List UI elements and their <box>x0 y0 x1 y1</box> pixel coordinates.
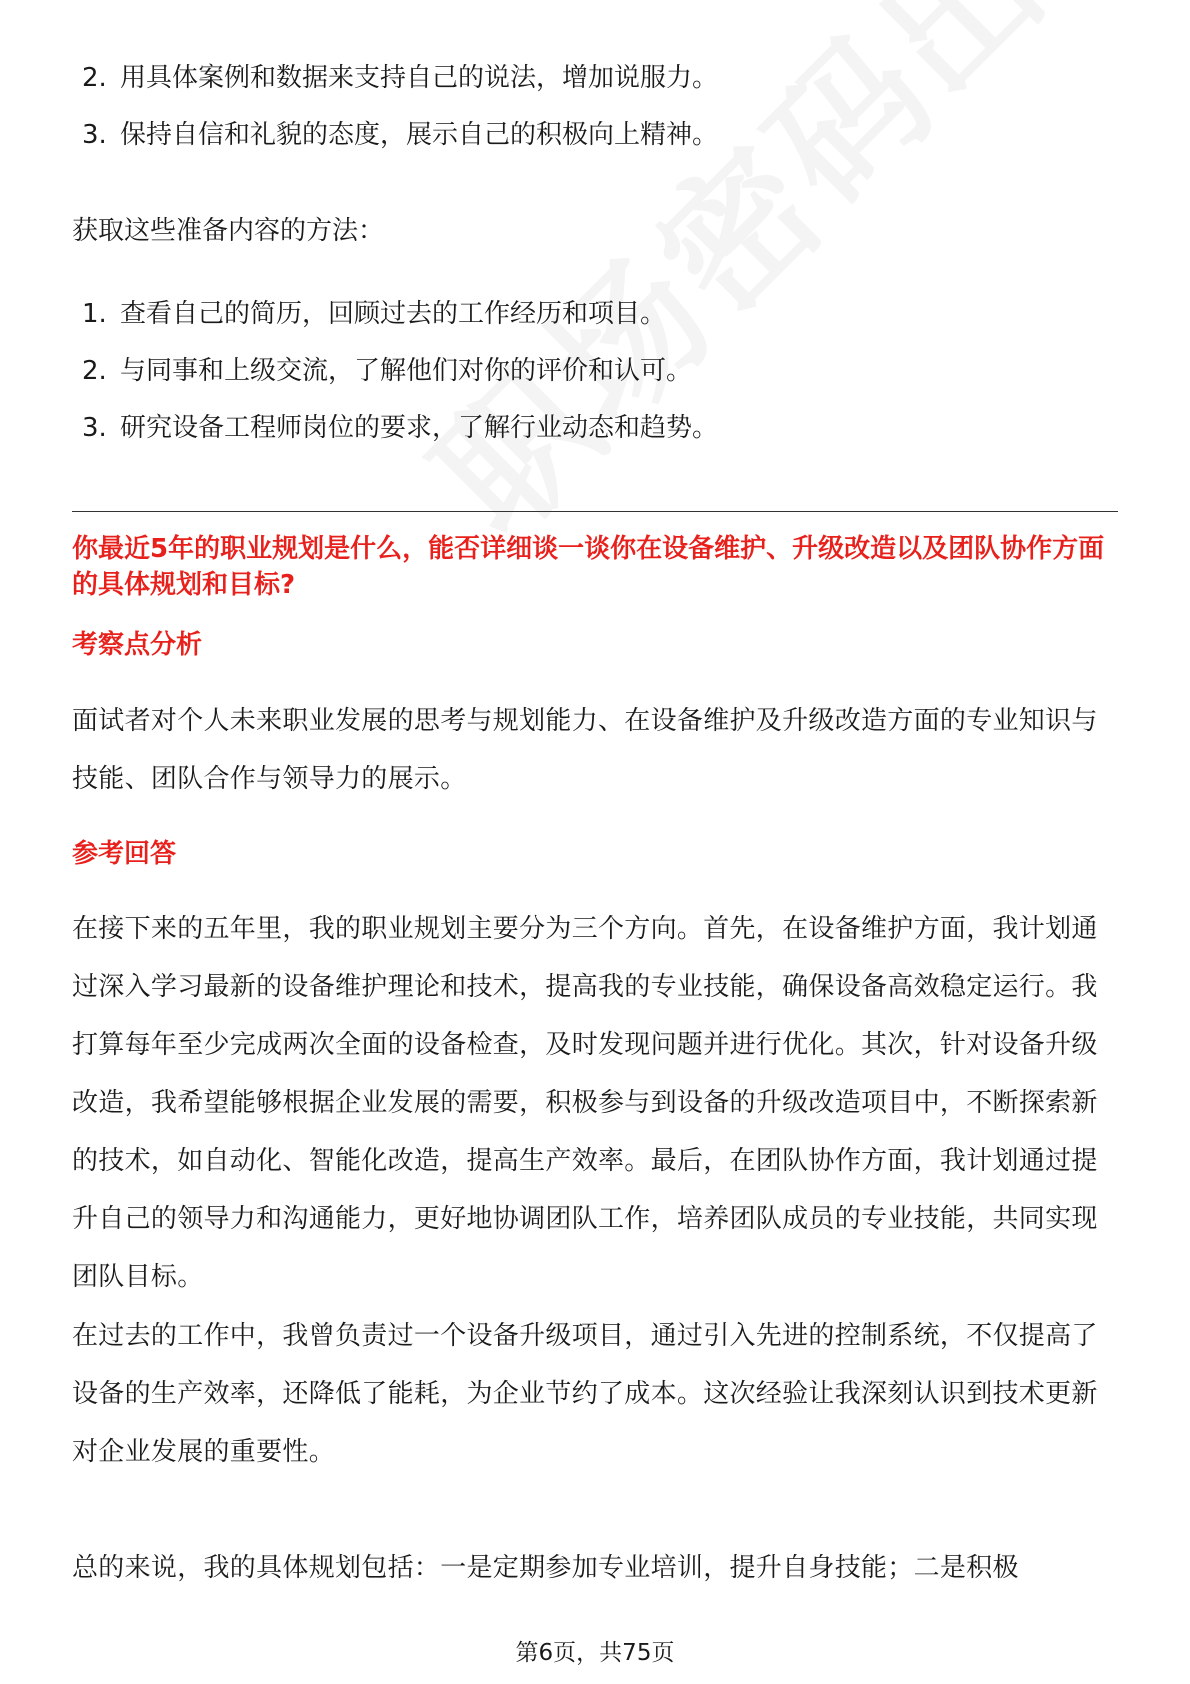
list-text: 用具体案例和数据来支持自己的说法，增加说服力。 <box>120 63 719 93</box>
list-number: 2. <box>82 356 107 386</box>
list-number: 1. <box>82 299 107 329</box>
page-number: 第6页，共75页 <box>515 1640 675 1666</box>
methods-list <box>82 286 718 457</box>
list-number: 3. <box>82 413 107 443</box>
answer-paragraph-3: 总的来说，我的具体规划包括：一是定期参加专业培训，提升自身技能；二是积极 <box>72 1553 1019 1583</box>
answer-paragraph-2: 在过去的工作中，我曾负责过一个设备升级项目，通过引入先进的控制系统，不仅提高了设备的生产效率，还降低了能耗，为企业节约了成本。这次经验让我深刻认识到技术更新对企业发展的重要性。 <box>72 1321 1098 1467</box>
list-text: 查看自己的简历，回顾过去的工作经历和项目。 <box>120 299 667 329</box>
list-number: 3. <box>82 120 107 150</box>
analysis-heading: 考察点分析 <box>72 630 203 660</box>
analysis-text: 面试者对个人未来职业发展的思考与规划能力、在设备维护及升级改造方面的专业知识与技能、团队合作与领导力的展示。 <box>72 706 1098 794</box>
list-item <box>82 400 718 457</box>
tips-list <box>82 50 718 164</box>
list-item <box>82 50 718 107</box>
list-item <box>82 286 718 343</box>
list-text: 与同事和上级交流，了解他们对你的评价和认可。 <box>120 356 693 386</box>
list-item <box>82 343 718 400</box>
answer-heading: 参考回答 <box>72 839 177 869</box>
list-number: 2. <box>82 63 107 93</box>
answer-paragraph-1: 在接下来的五年里，我的职业规划主要分为三个方向。首先，在设备维护方面，我计划通过深入学习最新的设备维护理论和技术，提高我的专业技能，确保设备高效稳定运行。我打算每年至少完成两次全面的设备检查，及时发现问题并进行优化。其次，针对设备升级改造，我希望能够根据企业发展的需要，积极参与到设备的升级改造项目中，不断探索新的技术，如自动化、智能化改造，提高生产效率。最后，在团队协作方面，我计划通过提升自己的领导力和沟通能力，更好地协调团队工作，培养团队成员的专业技能，共同实现团队目标。 <box>72 914 1098 1292</box>
methods-label: 获取这些准备内容的方法： <box>72 216 385 246</box>
list-text: 保持自信和礼貌的态度，展示自己的积极向上精神。 <box>120 120 719 150</box>
question-heading: 你最近5年的职业规划是什么，能否详细谈一谈你在设备维护、升级改造以及团队协作方面的具体规划和目标? <box>72 534 1105 600</box>
list-item <box>82 107 718 164</box>
list-text: 研究设备工程师岗位的要求，了解行业动态和趋势。 <box>120 413 719 443</box>
section-divider <box>72 511 1118 512</box>
